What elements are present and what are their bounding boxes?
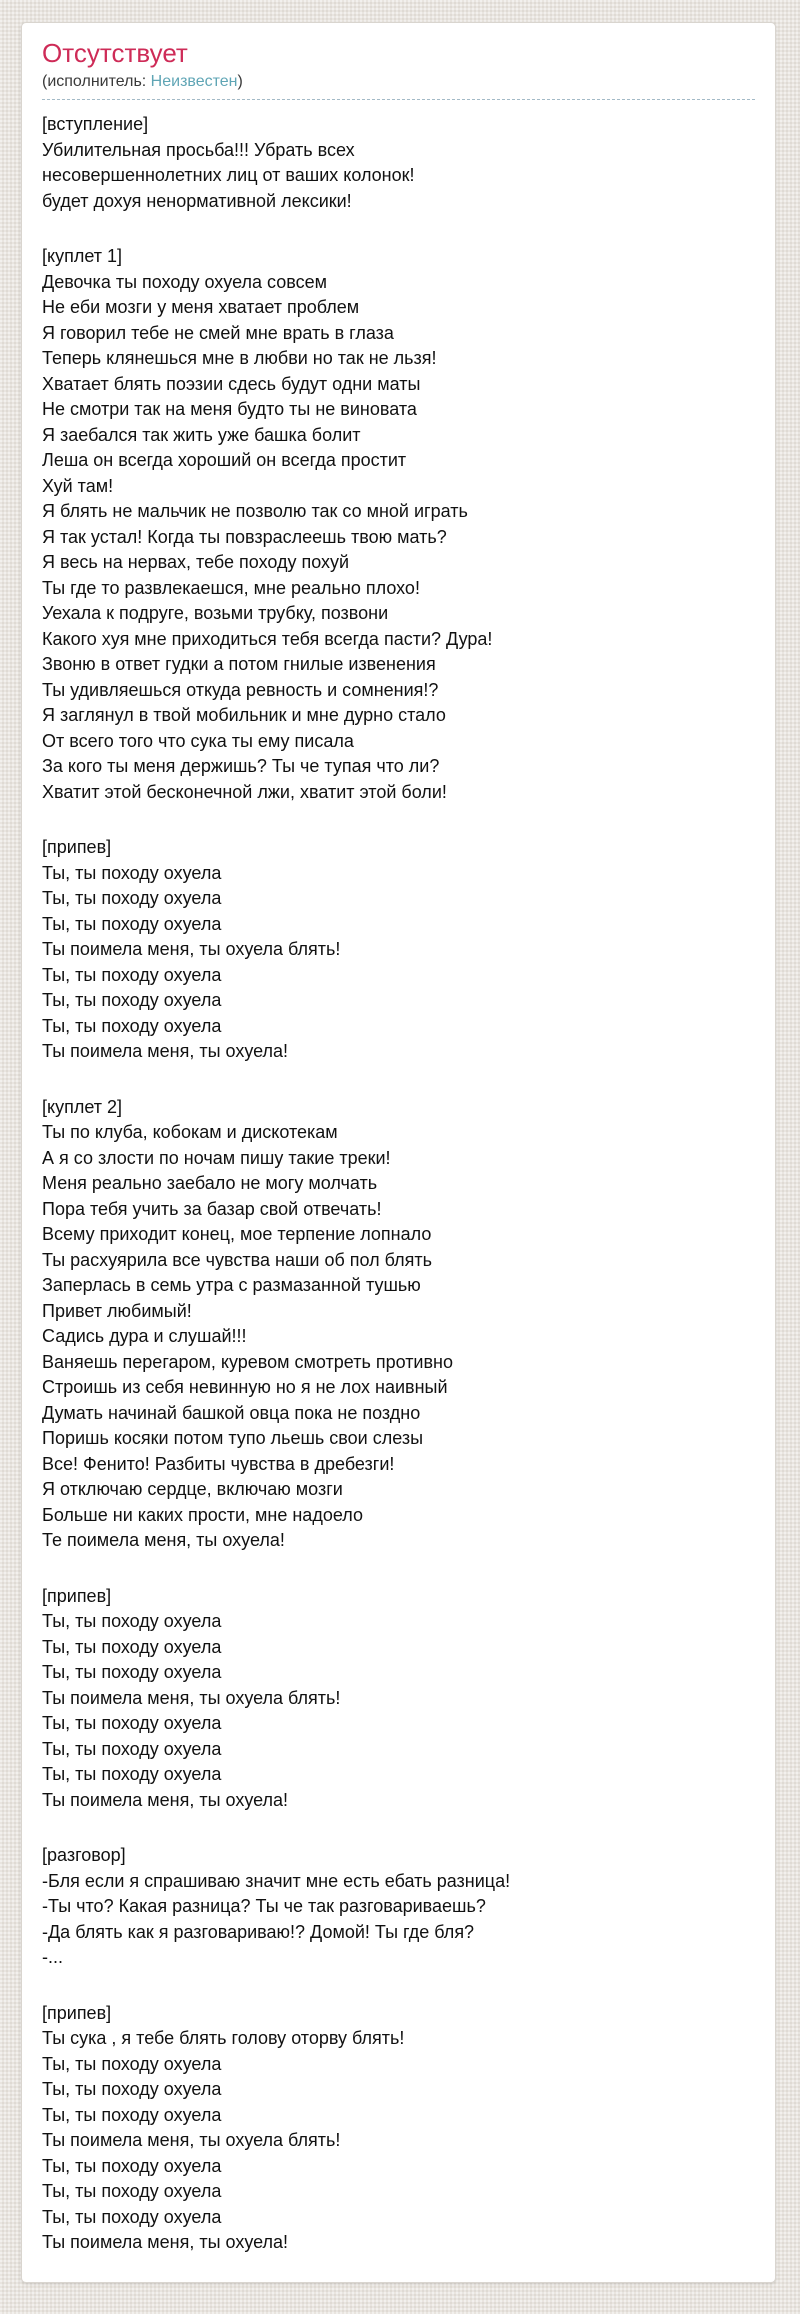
lyrics-line: Ты, ты походу охуела <box>42 2155 222 2176</box>
lyrics-line: Меня реально заебало не могу молчать <box>42 1173 378 1193</box>
lyrics-line: -Да блять как я разговариваю!? Домой! Ты где бля? <box>42 1921 475 1942</box>
section-label: [куплет 2] <box>42 1096 122 1117</box>
lyrics-line: Ты, ты походу охуела <box>42 964 222 985</box>
artist-suffix-label: ) <box>237 73 243 90</box>
lyrics-line: Ты сука , я тебе блять голову оторву блять! <box>42 2028 405 2048</box>
section-label: [припев] <box>42 2002 112 2023</box>
lyrics-line: Я заглянул в твой мобильник и мне дурно стало <box>42 705 446 725</box>
lyrics-line: Строишь из себя невинную но я не лох наивный <box>42 1377 448 1397</box>
lyrics-line: Не смотри так на меня будто ты не виновата <box>42 399 417 419</box>
stanza <box>42 835 755 1065</box>
lyrics-line: Убилительная просьба!!! Убрать всех <box>42 139 355 160</box>
lyrics-line: Ты, ты походу охуела <box>42 1015 222 1036</box>
lyrics-line: Ты, ты походу охуела <box>42 862 222 883</box>
stanza <box>42 112 755 214</box>
lyrics-line: Садись дура и слушай!!! <box>42 1326 247 1346</box>
lyrics-line: Хватит этой бесконечной лжи, хватит этой боли! <box>42 781 447 802</box>
lyrics-line: Поришь косяки потом тупо льешь свои слезы <box>42 1428 424 1448</box>
song-title: Отсутствует <box>42 38 188 68</box>
lyrics-line: Ты поимела меня, ты охуела блять! <box>42 1687 341 1708</box>
lyrics-line: Девочка ты походу охуела совсем <box>42 271 327 292</box>
lyrics-line: Ты, ты походу охуела <box>42 2079 222 2099</box>
lyrics-line: Я отключаю сердце, включаю мозги <box>42 1479 343 1499</box>
lyrics-line: Ты, ты походу охуела <box>42 2181 222 2201</box>
section-label: [вступление] <box>42 114 149 134</box>
lyrics-line: Ты по клуба, кобокам и дискотекам <box>42 1122 338 1142</box>
lyrics-line: Ты поимела меня, ты охуела блять! <box>42 2130 341 2150</box>
section-label: [куплет 1] <box>42 246 122 266</box>
lyrics-line: Звоню в ответ гудки а потом гнилые извенения <box>42 654 436 674</box>
lyrics-line: Ты, ты походу охуела <box>42 888 222 908</box>
lyrics-line: Пора тебя учить за базар свой отвечать! <box>42 1198 382 1219</box>
lyrics-line: От всего того что сука ты ему писала <box>42 730 354 751</box>
lyrics-line: Я весь на нервах, тебе походу похуй <box>42 552 350 572</box>
lyrics-line: Не еби мозги у меня хватает проблем <box>42 297 360 317</box>
stanza <box>42 1584 755 1814</box>
lyrics-line: Ты расхуярила все чувства наши об пол блять <box>42 1249 433 1270</box>
lyrics-line: Я блять не мальчик не позволю так со мной играть <box>42 501 468 521</box>
lyrics-line: Хуй там! <box>42 475 114 496</box>
lyrics-line: Ты, ты походу охуела <box>42 990 222 1010</box>
lyrics-line: -Бля если я спрашиваю значит мне есть ебать разница! <box>42 1870 511 1891</box>
lyrics-line: Заперлась в семь утра с размазанной тушью <box>42 1275 421 1295</box>
stanza <box>42 1843 755 1971</box>
lyrics-card <box>21 22 776 2283</box>
lyrics-line: Ты, ты походу охуела <box>42 913 222 934</box>
lyrics-line: -... <box>42 1947 63 1967</box>
lyrics-line: За кого ты меня держишь? Ты че тупая что ли? <box>42 756 440 776</box>
lyrics-line: Ты где то развлекаешся, мне реально плохо! <box>42 577 420 598</box>
lyrics-line: Ты поимела меня, ты охуела! <box>42 2232 289 2252</box>
section-label: [припев] <box>42 1585 112 1606</box>
lyrics-line: Я говорил тебе не смей мне врать в глаза <box>42 322 394 343</box>
lyrics-line: Уехала к подруге, возьми трубку, позвони <box>42 603 389 623</box>
lyrics-line: Ты, ты походу охуела <box>42 1764 222 1784</box>
lyrics-line: Думать начинай башкой овца пока не поздно <box>42 1402 421 1423</box>
lyrics-line: Ты, ты походу охуела <box>42 2206 222 2227</box>
lyrics-text <box>42 112 755 2256</box>
lyrics-line: Больше ни каких прости, мне надоело <box>42 1504 363 1525</box>
lyrics-line: Ты, ты походу охуела <box>42 2104 222 2125</box>
section-label: [припев] <box>42 837 112 857</box>
stanza <box>42 2001 755 2256</box>
lyrics-line: Ты, ты походу охуела <box>42 1713 222 1733</box>
lyrics-line: Ты, ты походу охуела <box>42 1738 222 1759</box>
lyrics-line: Ты поимела меня, ты охуела! <box>42 1041 289 1061</box>
lyrics-line: Хватает блять поэзии сдесь будут одни маты <box>42 373 421 394</box>
lyrics-line: будет дохуя ненормативной лексики! <box>42 190 352 211</box>
lyrics-line: Теперь клянешься мне в любви но так не льзя! <box>42 348 437 368</box>
lyrics-line: Ты, ты походу охуела <box>42 1611 222 1631</box>
section-label: [разговор] <box>42 1845 126 1865</box>
lyrics-line: Ты поимела меня, ты охуела блять! <box>42 939 341 959</box>
stanza <box>42 1095 755 1554</box>
lyrics-line: -Ты что? Какая разница? Ты че так разговариваешь? <box>42 1896 486 1916</box>
artist-prefix-label: (исполнитель: <box>42 73 147 90</box>
lyrics-line: Ты удивляешься откуда ревность и сомнения!? <box>42 679 439 700</box>
lyrics-line: Леша он всегда хороший он всегда простит <box>42 450 407 470</box>
lyrics-line: Все! Фенито! Разбиты чувства в дребезги! <box>42 1453 395 1474</box>
lyrics-line: Ты поимела меня, ты охуела! <box>42 1789 289 1810</box>
lyrics-line: Я заебался так жить уже башка болит <box>42 424 361 445</box>
lyrics-line: А я со злости по ночам пишу такие треки! <box>42 1147 391 1168</box>
lyrics-line: Ваняешь перегаром, куревом смотреть противно <box>42 1351 454 1372</box>
lyrics-line: Те поимела меня, ты охуела! <box>42 1530 285 1550</box>
lyrics-line: Всему приходит конец, мое терпение лопнало <box>42 1224 432 1244</box>
lyrics-line: Ты, ты походу охуела <box>42 2053 222 2074</box>
lyrics-line: Ты, ты походу охуела <box>42 1636 222 1657</box>
lyrics-line: несовершеннолетних лиц от ваших колонок! <box>42 165 415 185</box>
lyrics-line: Я так устал! Когда ты повзраслеешь твою мать? <box>42 526 447 547</box>
lyrics-line: Какого хуя мне приходиться тебя всегда пасти? Дура! <box>42 628 493 649</box>
lyrics-line: Ты, ты походу охуела <box>42 1662 222 1682</box>
stanza <box>42 244 755 805</box>
artist-row <box>42 72 755 100</box>
lyrics-line: Привет любимый! <box>42 1300 192 1321</box>
artist-link[interactable]: Неизвестен <box>150 73 238 90</box>
